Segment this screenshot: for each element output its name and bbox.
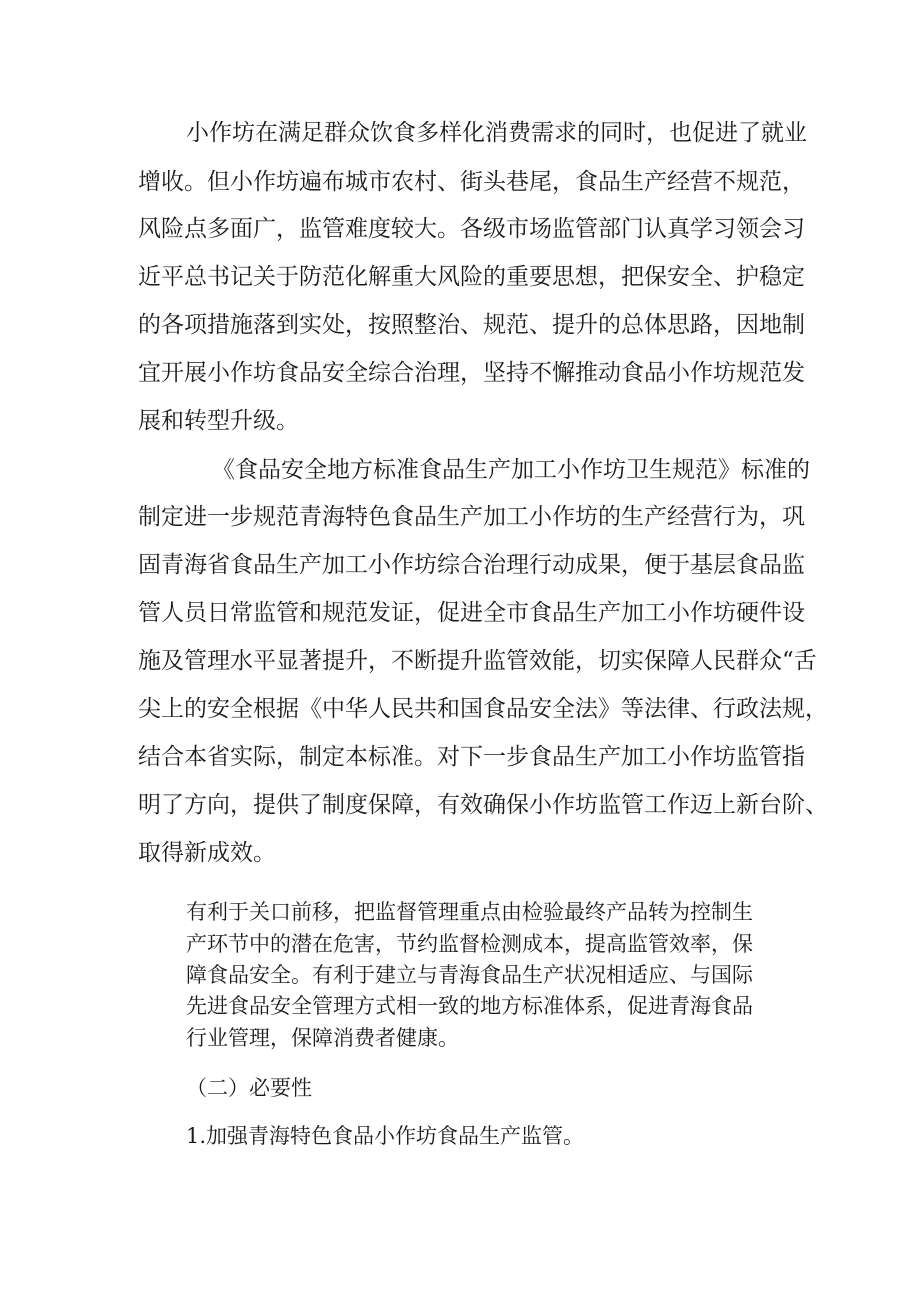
paragraph-3-line: 先进食品安全管理方式相一致的地方标准体系，促进青海食品 [186,994,753,1018]
paragraph-1-line: 增收。但小作坊遍布城市农村、街头巷尾，食品生产经营不规范， [138,169,805,195]
paragraph-1-line: 小作坊在满足群众饮食多样化消费需求的同时，也促进了就业 [186,120,807,146]
paragraph-1-line: 展和转型升级。 [138,408,299,434]
paragraph-3-line: 行业管理，保障消费者健康。 [186,1026,459,1050]
paragraph-2-line: 固青海省食品生产加工小作坊综合治理行动成果，便于基层食品监 [138,552,805,578]
paragraph-3-line: 障食品安全。有利于建立与青海食品生产状况相适应、与国际 [186,963,753,987]
paragraph-2-line: 《食品安全地方标准食品生产加工小作坊卫生规范》标准的 [212,457,810,483]
paragraph-2-line: 取得新成效。 [138,840,276,866]
paragraph-2-line: 管人员日常监管和规范发证，促进全市食品生产加工小作坊硬件设 [138,600,805,626]
paragraph-2-line: 尖上的安全根据《中华人民共和国食品安全法》等法律、行政法规， [138,696,828,722]
paragraph-2-line: 制定进一步规范青海特色食品生产加工小作坊的生产经营行为，巩 [138,504,805,530]
paragraph-2-line: 结合本省实际，制定本标准。对下一步食品生产加工小作坊监管指 [138,744,805,770]
paragraph-3-line: 有利于关口前移，把监督管理重点由检验最终产品转为控制生 [186,900,753,924]
paragraph-2-line: 施及管理水平显著提升，不断提升监管效能，切实保障人民群众“舌 [138,648,817,674]
list-item-1: 1.加强青海特色食品小作坊食品生产监管。 [186,1124,585,1148]
paragraph-1-line: 宜开展小作坊食品安全综合治理，坚持不懈推动食品小作坊规范发 [138,360,805,386]
paragraph-2-line: 明了方向，提供了制度保障，有效确保小作坊监管工作迈上新台阶、 [138,792,828,818]
paragraph-3-line: 产环节中的潜在危害，节约监督检测成本，提高监管效率，保 [186,932,753,956]
paragraph-1-line: 的各项措施落到实处，按照整治、规范、提升的总体思路，因地制 [138,312,805,338]
paragraph-1-line: 风险点多面广，监管难度较大。各级市场监管部门认真学习领会习 [138,216,805,242]
paragraph-1-line: 近平总书记关于防范化解重大风险的重要思想，把保安全、护稳定 [138,264,805,290]
section-heading: （二）必要性 [186,1076,312,1100]
